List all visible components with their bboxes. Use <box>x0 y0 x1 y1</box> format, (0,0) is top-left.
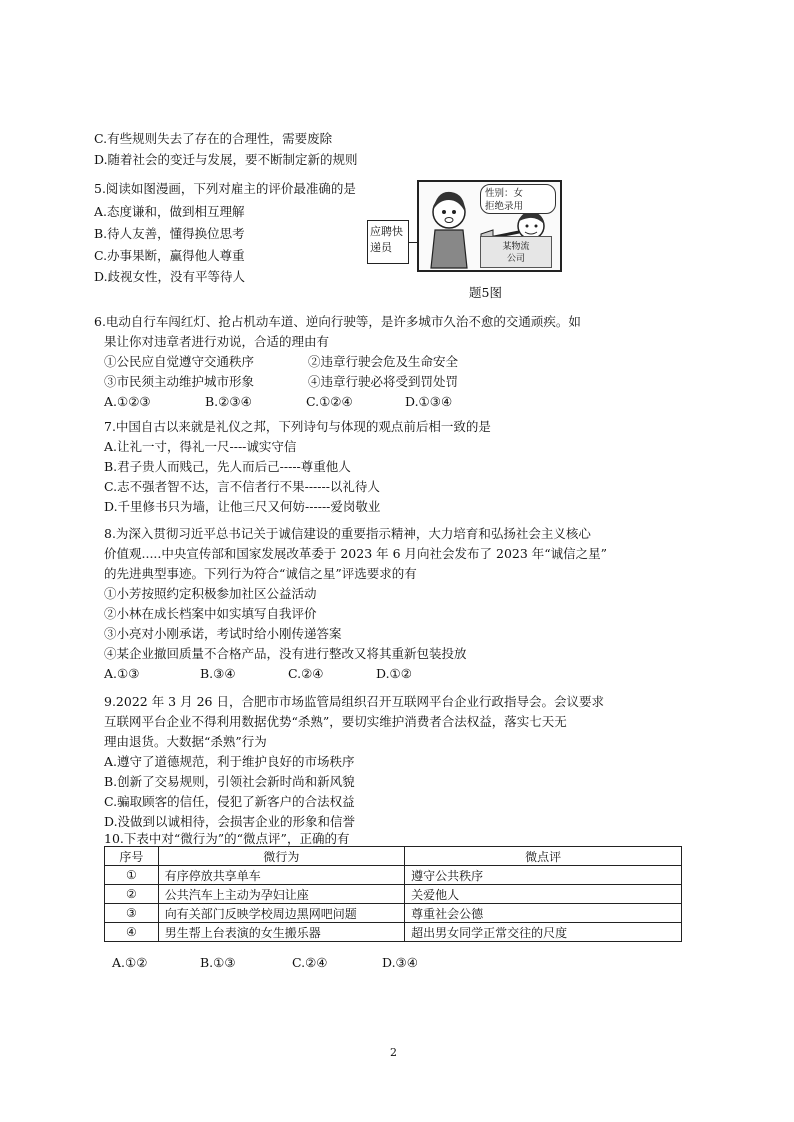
table-cell-index: ③ <box>105 904 159 923</box>
table-cell-index: ② <box>105 885 159 904</box>
q6-option-a: A.①②③ <box>104 394 151 409</box>
q5-option-a: A.态度谦和，做到相互理解 <box>94 204 245 219</box>
table-header-comment: 微点评 <box>405 847 682 866</box>
table-cell-behavior: 男生帮上台表演的女生搬乐器 <box>158 923 404 942</box>
table-header-index: 序号 <box>105 847 159 866</box>
figure-caption: 题5图 <box>469 285 502 300</box>
comic-desk-line1: 某物流 <box>502 242 530 252</box>
table-header-row <box>105 847 682 866</box>
q9-option-b: B.创新了交易规则，引领社会新时尚和新风貌 <box>104 774 355 789</box>
q6-statement-2: ②违章行驶会危及生命安全 <box>308 354 459 369</box>
q4-option-c: C.有些规则失去了存在的合理性，需要废除 <box>94 131 333 146</box>
q6-stem-line1: 6.电动自行车闯红灯、抢占机动车道、逆向行驶等，是许多城市久治不愈的交通顽疾。如 <box>94 314 581 329</box>
q8-statement-1: ①小芳按照约定积极参加社区公益活动 <box>104 586 317 601</box>
q6-stem-line2: 果让你对违章者进行劝说，合适的理由有 <box>104 334 330 349</box>
comic-speech-bubble <box>480 184 556 214</box>
q9-option-d: D.没做到以诚相待，会损害企业的形象和信誉 <box>104 814 356 829</box>
q10-stem: 10.下表中对“微行为”的“微点评”，正确的有 <box>104 831 350 846</box>
table-cell-comment: 尊重社会公德 <box>405 904 682 923</box>
q5-option-c: C.办事果断，赢得他人尊重 <box>94 248 245 263</box>
q7-option-a: A.让礼一寸，得礼一尺----诚实守信 <box>104 439 297 454</box>
table-cell-comment: 遵守公共秩序 <box>405 866 682 885</box>
page-number: 2 <box>390 1046 397 1059</box>
q4-option-d: D.随着社会的变迁与发展，要不断制定新的规则 <box>94 152 358 167</box>
table-row <box>105 866 682 885</box>
q8-option-c: C.②④ <box>288 666 324 681</box>
comic-speech-line2: 拒绝录用 <box>485 201 524 212</box>
q5-option-d: D.歧视女性，没有平等待人 <box>94 269 246 284</box>
q7-option-c: C.志不强者智不达，言不信者行不果------以礼待人 <box>104 479 380 494</box>
q6-statement-3: ③市民须主动维护城市形象 <box>104 374 255 389</box>
q9-stem-line1: 9.2022 年 3 月 26 日，合肥市市场监管局组织召开互联网平台企业行政指导会。会议要求 <box>104 694 604 709</box>
table-cell-comment: 超出男女同学正常交往的尺度 <box>405 923 682 942</box>
q9-option-a: A.遵守了道德规范，利于维护良好的市场秩序 <box>104 754 355 769</box>
q9-stem-line3: 理由退货。大数据“杀熟”行为 <box>104 734 267 749</box>
q5-stem: 5.阅读如图漫画，下列对雇主的评价最准确的是 <box>94 181 356 196</box>
q6-option-d: D.①③④ <box>405 394 453 409</box>
comic-caption-box <box>367 220 409 264</box>
q8-option-a: A.①③ <box>104 666 140 681</box>
q10-option-c: C.②④ <box>292 955 328 970</box>
table-row <box>105 885 682 904</box>
q5-option-b: B.待人友善，懂得换位思考 <box>94 226 245 241</box>
q10-option-b: B.①③ <box>200 955 236 970</box>
q8-statement-2: ②小林在成长档案中如实填写自我评价 <box>104 606 317 621</box>
q7-option-d: D.千里修书只为墙，让他三尺又何妨------爱岗敬业 <box>104 499 381 514</box>
q6-option-c: C.①②④ <box>306 394 353 409</box>
q10-option-d: D.③④ <box>382 955 418 970</box>
table-cell-behavior: 公共汽车上主动为孕妇让座 <box>158 885 404 904</box>
comic-caption-line1: 应聘快 <box>370 225 403 238</box>
q8-stem-line1: 8.为深入贯彻习近平总书记关于诚信建设的重要指示精神，大力培育和弘扬社会主义核心 <box>104 526 591 541</box>
q8-statement-4: ④某企业撤回质量不合格产品，没有进行整改又将其重新包装投放 <box>104 646 467 661</box>
q6-statement-4: ④违章行驶必将受到罚处罚 <box>308 374 459 389</box>
q8-option-d: D.①② <box>376 666 412 681</box>
q10-option-a: A.①② <box>112 955 148 970</box>
table-row <box>105 904 682 923</box>
q8-stem-line2: 价值观.....中央宣传部和国家发展改革委于 2023 年 6 月向社会发布了 2023 年“诚信之星” <box>104 546 608 561</box>
table-cell-behavior: 向有关部门反映学校周边黑网吧问题 <box>158 904 404 923</box>
q9-stem-line2: 互联网平台企业不得利用数据优势“杀熟”，要切实维护消费者合法权益，落实七天无 <box>104 714 567 729</box>
q8-statement-3: ③小亮对小刚承诺，考试时给小刚传递答案 <box>104 626 342 641</box>
q7-stem: 7.中国自古以来就是礼仪之邦，下列诗句与体现的观点前后相一致的是 <box>104 419 491 434</box>
q10-table <box>104 846 682 942</box>
table-cell-behavior: 有序停放共享单车 <box>158 866 404 885</box>
table-header-behavior: 微行为 <box>158 847 404 866</box>
comic-desk-line2: 公司 <box>506 254 525 264</box>
q6-statement-1: ①公民应自觉遵守交通秩序 <box>104 354 255 369</box>
comic-desk-sign <box>480 236 552 268</box>
comic-caption-line2: 递员 <box>370 241 392 254</box>
table-cell-index: ① <box>105 866 159 885</box>
q8-stem-line3: 的先进典型事迹。下列行为符合“诚信之星”评选要求的有 <box>104 566 417 581</box>
table-row <box>105 923 682 942</box>
q7-option-b: B.君子贵人而贱己，先人而后己-----尊重他人 <box>104 459 351 474</box>
table-cell-comment: 关爱他人 <box>405 885 682 904</box>
q9-option-c: C.骗取顾客的信任，侵犯了新客户的合法权益 <box>104 794 355 809</box>
comic-speech-line1: 性别：女 <box>485 188 524 199</box>
q8-option-b: B.③④ <box>200 666 236 681</box>
table-cell-index: ④ <box>105 923 159 942</box>
q6-option-b: B.②③④ <box>205 394 252 409</box>
